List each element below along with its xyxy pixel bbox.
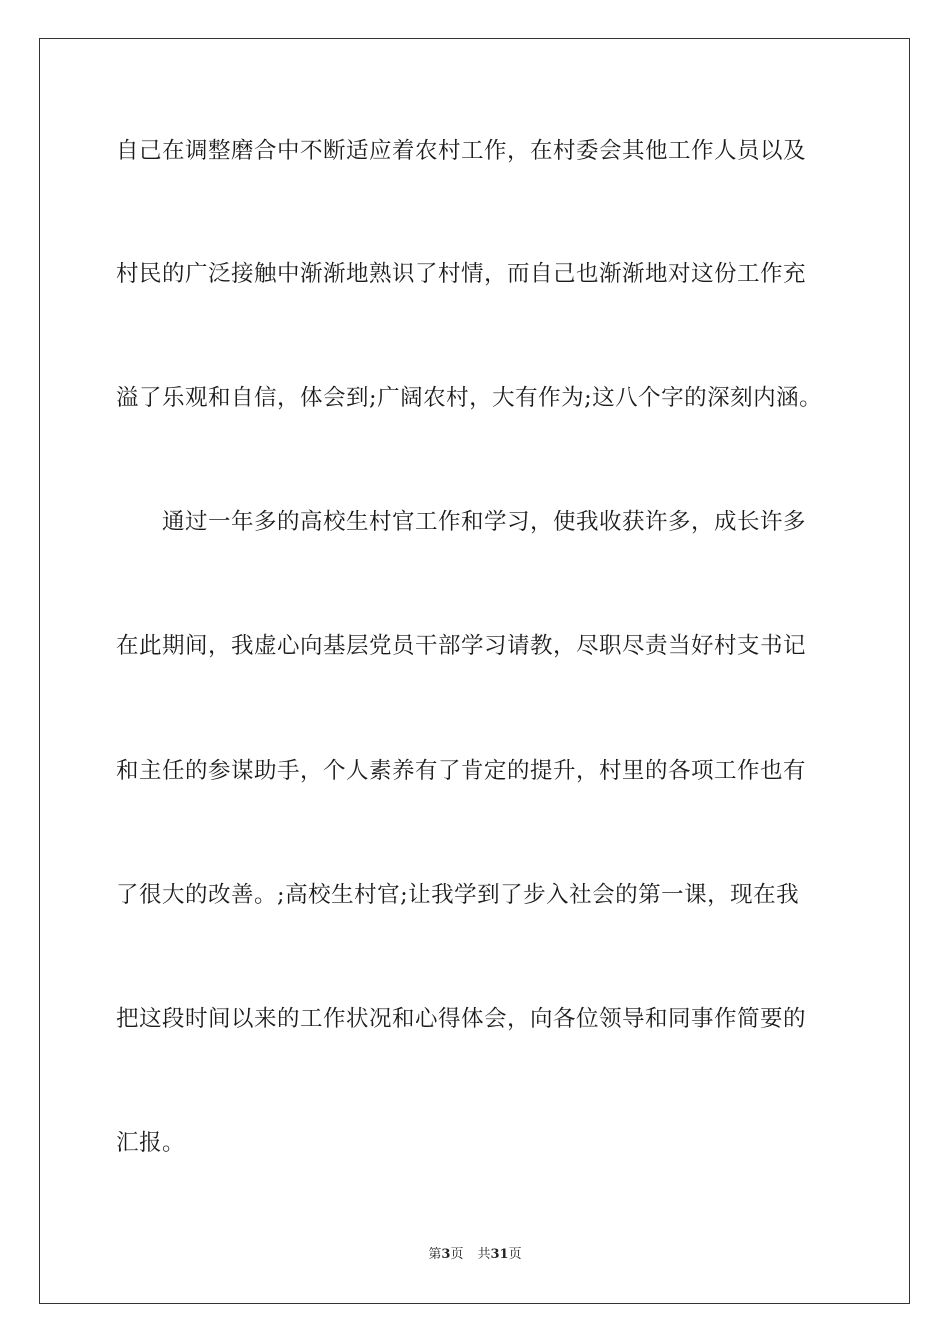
total-pages: 31 (490, 1247, 509, 1262)
text-line: 自己在调整磨合中不断适应着农村工作，在村委会其他工作人员以及 (116, 138, 807, 164)
text-line: 把这段时间以来的工作状况和心得体会，向各位领导和同事作简要的 (116, 1006, 807, 1032)
paragraph-start-line: 通过一年多的高校生村官工作和学习，使我收获许多，成长许多 (116, 509, 807, 535)
text-line: 和主任的参谋助手，个人素养有了肯定的提升，村里的各项工作也有 (116, 758, 807, 784)
total-prefix: 共 (477, 1247, 491, 1262)
page-prefix: 第 (428, 1247, 442, 1262)
text-line: 了很大的改善。;高校生村官;让我学到了步入社会的第一课，现在我 (116, 882, 800, 908)
page-footer (0, 1246, 950, 1264)
page-border (39, 38, 910, 1304)
text-line: 汇报。 (116, 1130, 186, 1156)
text-line: 在此期间，我虚心向基层党员干部学习请教，尽职尽责当好村支书记 (116, 633, 807, 659)
text-line: 溢了乐观和自信，体会到;广阔农村，大有作为;这八个字的深刻内涵。 (116, 385, 823, 411)
page-number: 3 (441, 1247, 451, 1262)
total-suffix: 页 (508, 1247, 522, 1262)
page-suffix: 页 (450, 1247, 464, 1262)
text-line: 村民的广泛接触中渐渐地熟识了村情，而自己也渐渐地对这份工作充 (116, 261, 807, 287)
